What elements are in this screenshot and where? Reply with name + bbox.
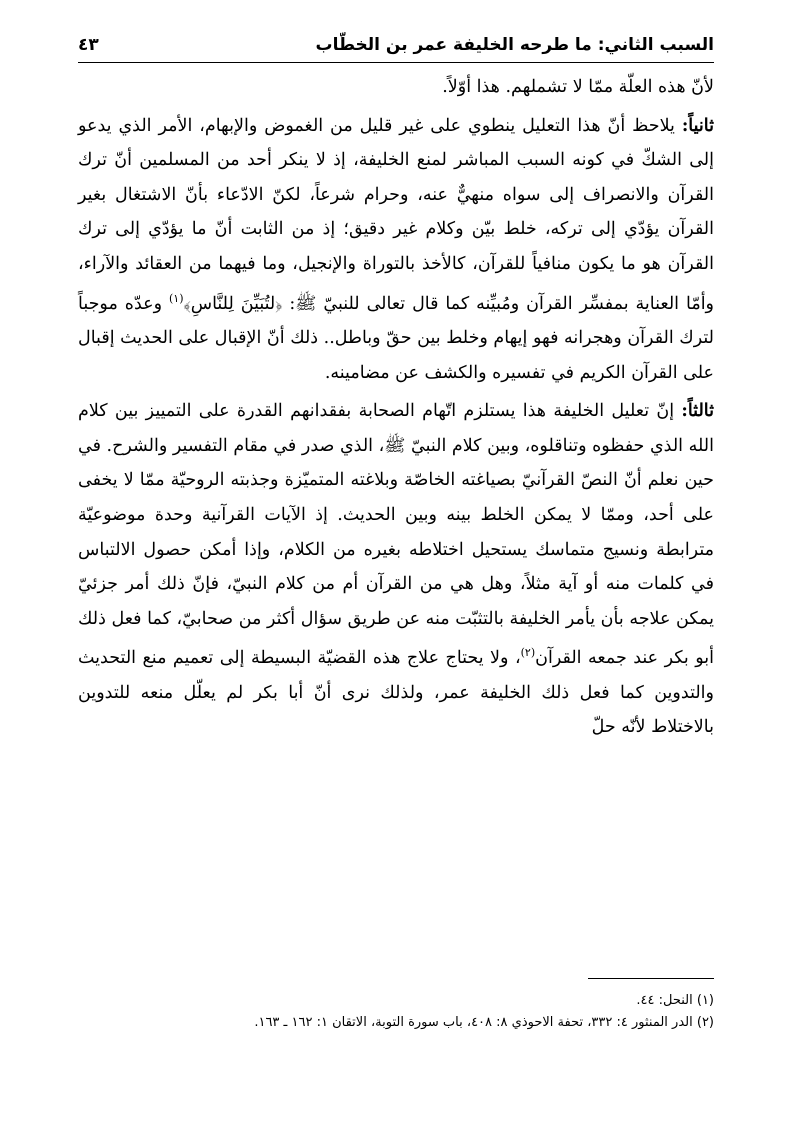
- page-header: [78, 28, 714, 63]
- paragraph-2-lead: ثانياً:: [681, 115, 714, 136]
- body-text: [78, 70, 714, 745]
- footnote-1: (١) النحل: ٤٤.: [636, 993, 714, 1008]
- footnote-ref-2[interactable]: (٢): [520, 646, 536, 660]
- footnote-2: (٢) الدر المنثور ٤: ٣٣٢، تحفة الاحوذي ٨: ٤٠٨، باب سورة التوبة، الاتقان ١: ١٦٢ ـ ١٦٣.: [254, 1015, 714, 1030]
- page-number: ٤٣: [78, 35, 99, 55]
- paragraph-2-text-a: يلاحظ أنّ هذا التعليل ينطوي على غير قليل من الغموض والإبهام، الأمر الذي يدعو إلى الشكّ في كونه السبب المباشر لمنع الخليفة، إذ لا ينكر أحد من المسلمين أنّ ترك القرآن والانصراف إلى سواه منهيٌّ عنه، وحرام شرعاً، لكنّ الادّعاء بأنّ الاشتغال بغير القرآن يؤدّي إلى تركه، خلط بيّن وكلام غير دقيق؛ إذ من الثابت أنّ ما يؤدّي إلى ترك القرآن هو ما يكون منافياً للقرآن، كالأخذ بالتوراة والإنجيل، وما فيهما من العقائد والآراء، وأمّا العناية بمفسِّر القرآن ومُبيِّنه كما قال تعالى للنبيّ ﷺ: ﴿لتُبَيِّنَ لِلنَّاسِ﴾: [78, 115, 715, 314]
- running-title: السبب الثاني: ما طرحه الخليفة عمر بن الخطّاب: [315, 35, 714, 55]
- paragraph-3-text-a: إنّ تعليل الخليفة هذا يستلزم اتّهام الصحابة بفقدانهم القدرة على التمييز بين كلام الله الذي حفظوه وتناقلوه، وبين كلام النبيّ ﷺ، الذي صدر في مقام التفسير والشرح. في حين نعلم أنّ النصّ القرآنيّ بصياغته الخاصّة وبلاغته المتميّزة وجذبته الروحيّة ممّا لا يخفى على أحد، وممّا لا يمكن الخلط بينه وبين الحديث. إذ الآيات القرآنية وحدة موضوعيّة مترابطة ونسيج متماسك يستحيل اختلاطه بغيره من الكلام، وإذا أمكن حصول الالتباس في كلمات منه أو آية مثلاً، وهل هي من القرآن أم من كلام النبيّ، فإنّ ذلك أمر جزئيّ يمكن علاجه بأن يأمر الخليفة بالتثبّت منه عن طريق سؤال أكثر من صحابيّ، كما فعل ذلك أبو بكر عند جمعه القرآن: [78, 401, 714, 669]
- paragraph-3-lead: ثالثاً:: [681, 401, 714, 422]
- paragraph-2-text-b: وعدّه موجباً لترك القرآن وهجرانه فهو إيهام وخلط بين حقّ وباطل.. ذلك أنّ الإقبال على الحديث إقبال على القرآن الكريم في تفسيره والكشف عن مضامينه.: [78, 293, 714, 383]
- footnote-ref-1[interactable]: (١): [169, 291, 184, 305]
- paragraph-2: [78, 109, 714, 391]
- footnote-separator: [588, 978, 714, 979]
- footnotes: [78, 990, 714, 1034]
- paragraph-1: لأنّ هذه العلّة ممّا لا تشملهم. هذا أوّلاً.: [442, 77, 714, 97]
- paragraph-3: [78, 394, 714, 745]
- paragraph-3-text-b: ، ولا يحتاج علاج هذه القضيّة البسيطة إلى تعميم منع التحديث والتدوين كما فعل ذلك الخليفة عمر، ولذلك نرى أنّ أبا بكر لم يعلّل منعه للتدوين بالاختلاط لأنّه حلّ: [78, 648, 714, 738]
